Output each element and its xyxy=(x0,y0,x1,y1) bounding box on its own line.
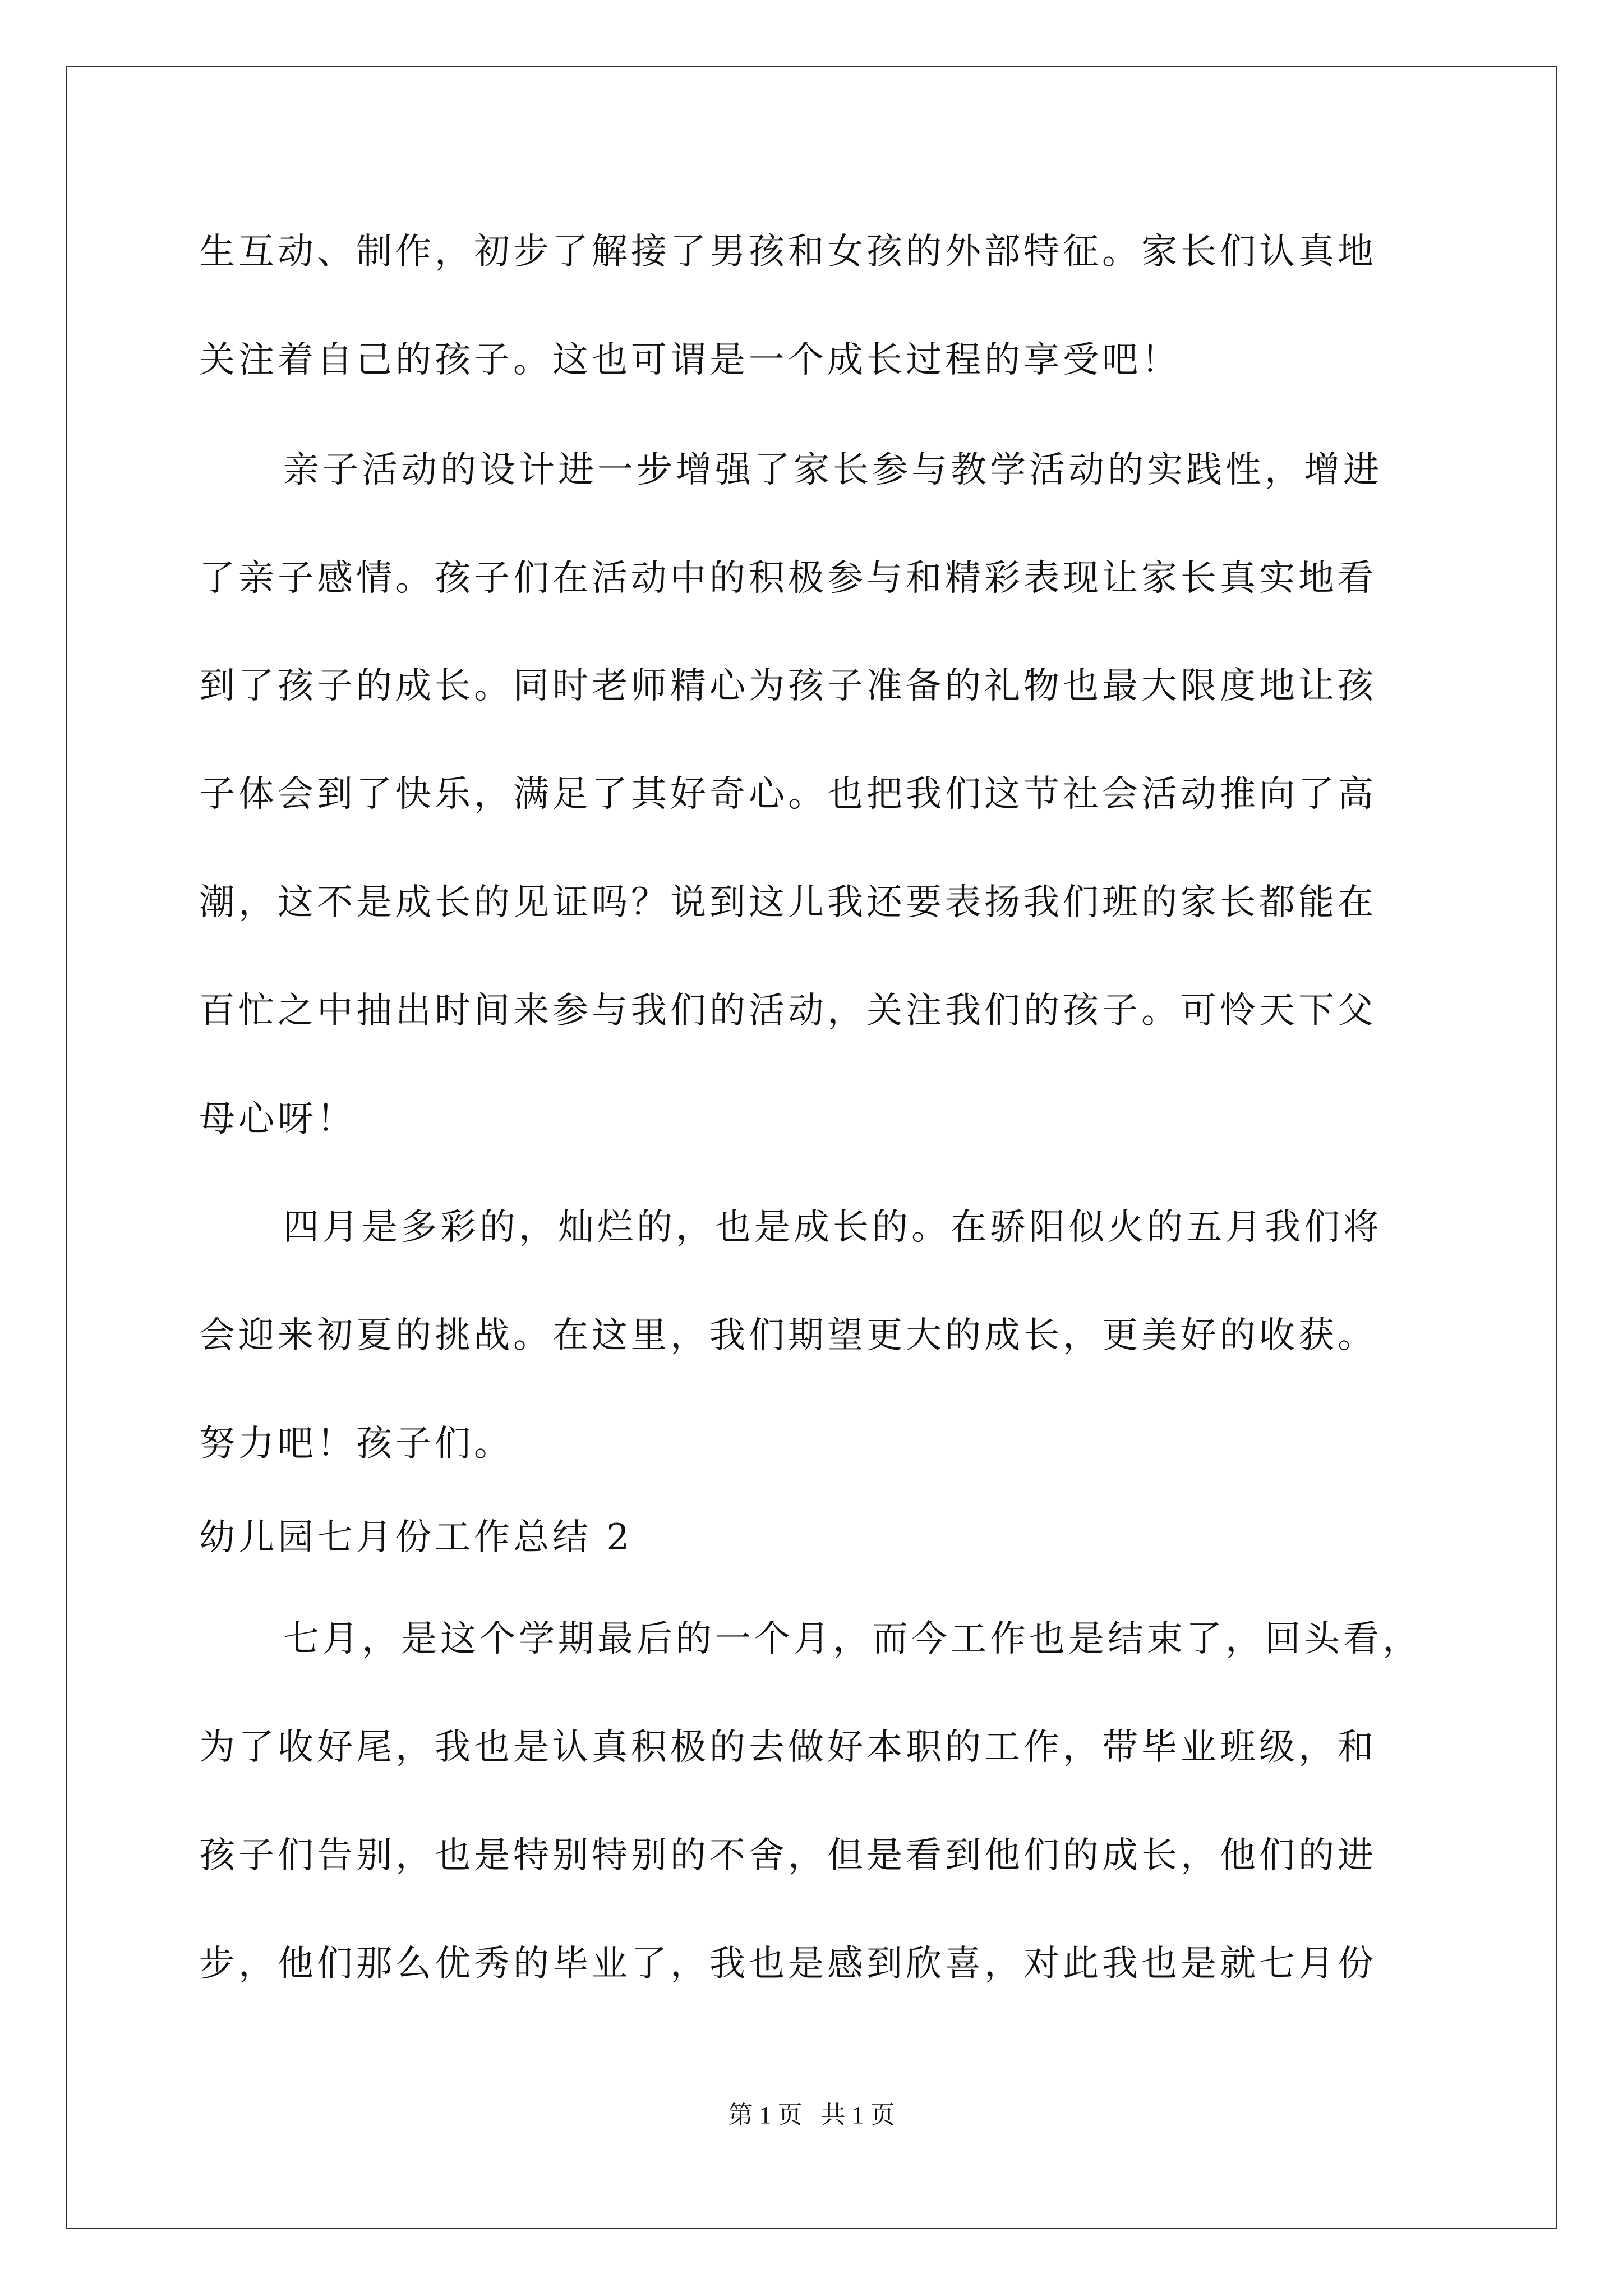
paragraph-first-line: 七月，是这个学期最后的一个月，而今工作也是结束了，回头看， xyxy=(283,1618,1422,1660)
text-line: 子体会到了快乐，满足了其好奇心。也把我们这节社会活动推向了高 xyxy=(199,774,1377,815)
page-total: 共 1 页 xyxy=(820,2101,895,2129)
text-line: 会迎来初夏的挑战。在这里，我们期望更大的成长，更美好的收获。 xyxy=(199,1315,1377,1356)
text-line: 到了孩子的成长。同时老师精心为孩子准备的礼物也最大限度地让孩 xyxy=(199,665,1377,707)
text-line: 潮，这不是成长的见证吗？说到这儿我还要表扬我们班的家长都能在 xyxy=(199,882,1377,923)
text-line: 母心呀！ xyxy=(199,1098,356,1140)
paragraph-first-line: 亲子活动的设计进一步增强了家长参与教学活动的实践性，增进 xyxy=(283,449,1382,491)
text-line: 孩子们告别，也是特别特别的不舍，但是看到他们的成长，他们的进 xyxy=(199,1835,1377,1876)
text-line: 百忙之中抽出时间来参与我们的活动，关注我们的孩子。可怜天下父 xyxy=(199,990,1377,1032)
page-footer xyxy=(0,2100,1623,2131)
text-line: 关注着自己的孩子。这也可谓是一个成长过程的享受吧！ xyxy=(199,339,1181,381)
text-line: 努力吧！孩子们。 xyxy=(199,1423,513,1465)
section-heading: 幼儿园七月份工作总结 2 xyxy=(199,1517,633,1558)
text-line: 步，他们那么优秀的毕业了，我也是感到欣喜，对此我也是就七月份 xyxy=(199,1943,1377,1985)
text-line: 为了收好尾，我也是认真积极的去做好本职的工作，带毕业班级，和 xyxy=(199,1727,1377,1768)
text-line: 了亲子感情。孩子们在活动中的积极参与和精彩表现让家长真实地看 xyxy=(199,558,1377,599)
page-border xyxy=(66,66,1557,2229)
page-number: 第 1 页 xyxy=(728,2101,803,2129)
paragraph-first-line: 四月是多彩的，灿烂的，也是成长的。在骄阳似火的五月我们将 xyxy=(283,1207,1382,1248)
text-line: 生互动、制作，初步了解接了男孩和女孩的外部特征。家长们认真地 xyxy=(199,231,1377,273)
